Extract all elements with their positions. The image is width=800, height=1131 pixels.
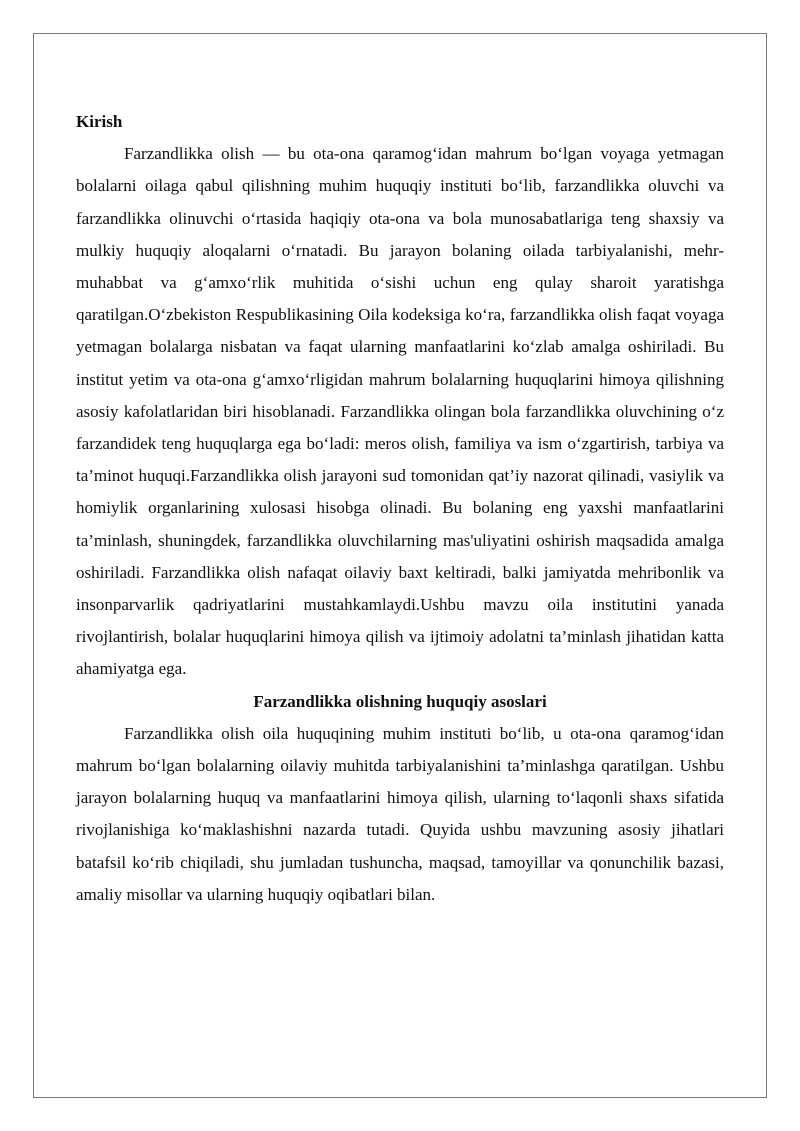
document-body [76, 106, 724, 911]
intro-heading: Kirish [76, 112, 123, 131]
section-heading: Farzandlikka olishning huquqiy asoslari [253, 691, 547, 711]
section-paragraph: Farzandlikka olish oila huquqining muhim instituti bo‘lib, u ota-ona qaramog‘idan mahrum bo‘lgan bolalarning oilaviy muhitda tarbiyalanishini ta’minlashga qaratilgan. Ushbu jarayon bolalarning huquq va manfaatlarini himoya qilish, ularning to‘laqonli shaxs sifatida rivojlanishiga ko‘maklashishni nazarda tutadi. Quyida ushbu mavzuning asosiy jihatlari batafsil ko‘rib chiqiladi, shu jumladan tushuncha, maqsad, tamoyillar va qonunchilik bazasi, amaliy misollar va ularning huquqiy oqibatlari bilan. [76, 723, 724, 904]
intro-paragraph: Farzandlikka olish — bu ota-ona qaramog‘idan mahrum bo‘lgan voyaga yetmagan bolalarni oilaga qabul qilishning muhim huquqiy instituti bo‘lib, farzandlikka oluvchi va farzandlikka olinuvchi o‘rtasida haqiqiy ota-ona va bola munosabatlariga teng shaxsiy va mulkiy huquqiy aloqalarni o‘rnatadi. Bu jarayon bolaning oilada tarbiyalanishi, mehr-muhabbat va g‘amxo‘rlik muhitida o‘sishi uchun eng qulay sharoit yaratishga qaratilgan.O‘zbekiston Respublikasining Oila kodeksiga ko‘ra, farzandlikka olish faqat voyaga yetmagan bolalarga nisbatan va faqat ularning manfaatlarini ko‘zlab amalga oshiriladi. Bu institut yetim va ota-ona g‘amxo‘rligidan mahrum bolalarning huquqlarini himoya qilishning asosiy kafolatlaridan biri hisoblanadi. Farzandlikka olingan bola farzandlikka oluvchining o‘z farzandidek teng huquqlarga ega bo‘ladi: meros olish, familiya va ism o‘zgartirish, tarbiya va ta’minot huquqi.Farzandlikka olish jarayoni sud tomonidan qat’iy nazorat qilinadi, vasiylik va homiylik organlarining xulosasi hisobga olinadi. Bu bolaning eng yaxshi manfaatlarini ta’minlash, shuningdek, farzandlikka oluvchilarning mas'uliyatini oshirish maqsadida amalga oshiriladi. Farzandlikka olish nafaqat oilaviy baxt keltiradi, balki jamiyatda mehribonlik va insonparvarlik qadriyatlarini mustahkamlaydi.Ushbu mavzu oila institutini yanada rivojlantirish, bolalar huquqlarini himoya qilish va ijtimoiy adolatni ta’minlash jihatidan katta ahamiyatga ega. [76, 144, 724, 679]
